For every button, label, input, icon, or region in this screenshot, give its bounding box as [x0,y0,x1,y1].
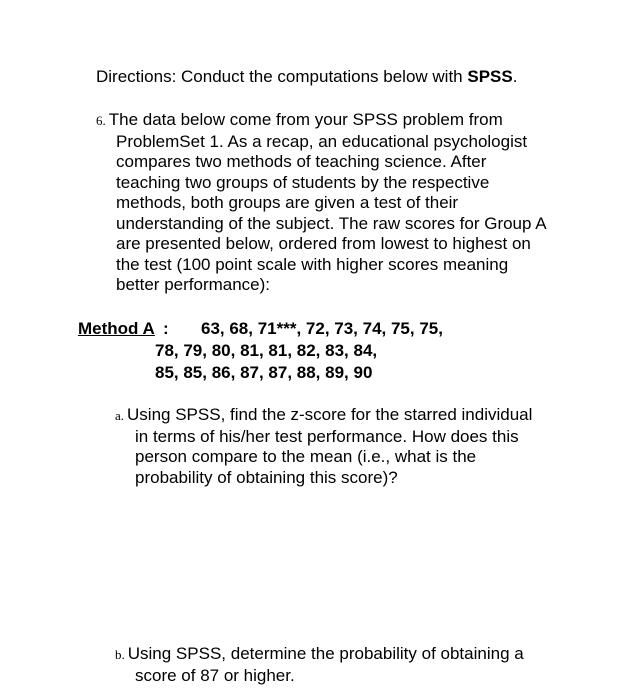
directions-bold-spss: SPSS [467,67,513,86]
question-6-line-6: understanding of the subject. The raw scores for Group A [116,213,547,233]
method-a-colon: : [163,319,169,338]
question-6-line-2: ProblemSet 1. As a recap, an educational psychologist [116,131,528,151]
part-a [115,405,595,488]
question-6-line-7: are presented below, ordered from lowest to highest on [116,234,531,253]
directions-text [96,66,517,88]
part-b-line-1: b. Using SPSS, determine the probability of obtaining a [115,644,524,663]
question-6-line-5: methods, both groups are given a test of their [116,193,459,212]
part-a-line-2: in terms of his/her test performance. How does this [135,426,519,446]
directions-prefix: Directions: Conduct the computations below with [96,67,468,86]
question-6 [96,110,596,296]
part-b [115,644,595,686]
method-a-scores-line-2: 78, 79, 80, 81, 81, 82, 83, 84, [155,341,378,360]
question-6-number: 6. [96,113,106,128]
part-a-line-4: probability of obtaining this score)? [135,467,398,487]
method-a-scores-line-1: 63, 68, 71***, 72, 73, 74, 75, 75, [201,319,443,338]
question-6-line-8: the test (100 point scale with higher scores meaning [116,254,509,274]
part-b-line-2: score of 87 or higher. [135,665,295,685]
part-a-line-3: person compare to the mean (i.e., what is the [135,447,477,466]
part-a-line-1: a. Using SPSS, find the z-score for the starred individual [115,405,533,424]
part-a-number: a. [115,408,125,423]
question-6-line-1: 6. The data below come from your SPSS problem from [96,110,503,129]
question-6-line-4: teaching two groups of students by the respective [116,172,490,192]
method-a-scores-line-3: 85, 85, 86, 87, 87, 88, 89, 90 [155,363,373,382]
method-a-label: Method A [78,319,155,338]
question-6-line-3: compares two methods of teaching science. After [116,152,487,171]
question-6-line-9: better performance): [116,275,271,294]
part-b-number: b. [115,647,125,662]
directions-suffix: . [512,67,518,86]
